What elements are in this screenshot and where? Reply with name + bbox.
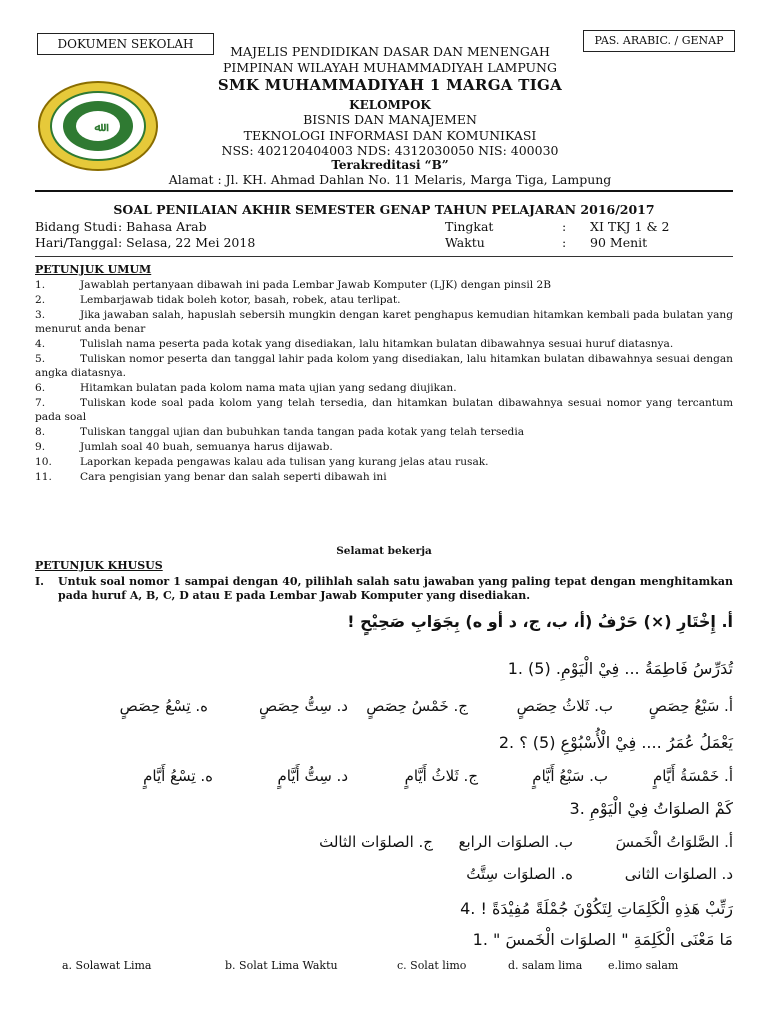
time-value: : 90 Menit bbox=[562, 235, 648, 250]
list-item: 11. Cara pengisian yang benar dan salah seperti dibawah ini bbox=[35, 471, 387, 483]
time-label: Waktu bbox=[445, 235, 485, 250]
header-divider bbox=[35, 190, 733, 192]
q3-option-a: أ. الصَّلوَاتُ الْخَمسَ bbox=[615, 833, 733, 851]
list-item: 9. Jumlah soal 40 buah, semuanya harus dijawab. bbox=[35, 441, 333, 453]
question-3: كَمْ الصلوَاتُ فِيْ الْيَوْمِ .3 bbox=[569, 799, 733, 818]
date-value: : Selasa, 22 Mei 2018 bbox=[118, 235, 256, 250]
info-divider bbox=[35, 256, 733, 257]
latin-option-a: a. Solawat Lima bbox=[62, 959, 152, 972]
question-2: يَعْمَلُ عُمَرُ .... فِيْ الْأُسْبُوْعِ (5) ؟ .2 bbox=[498, 733, 733, 752]
special-roman: I. bbox=[35, 575, 44, 588]
question-4-sub-1: مَا مَعْنَى الْكَلِمَةِ " الصلوَات الْخَمسَ " .1 bbox=[472, 930, 733, 949]
school-ids: NSS: 402120404003 NDS: 4312030050 NIS: 400030 bbox=[221, 143, 559, 158]
school-name: SMK MUHAMMADIYAH 1 MARGA TIGA bbox=[217, 76, 563, 94]
svg-text:ﷲ: ﷲ bbox=[94, 120, 102, 134]
accreditation: Terakreditasi “B” bbox=[331, 158, 449, 172]
list-item: 1. Jawablah pertanyaan dibawah ini pada Lembar Jawab Komputer (LJK) dengan pinsil 2B bbox=[35, 279, 551, 291]
q1-option-a: أ. سَبْعُ حِصَصٍ bbox=[648, 697, 733, 715]
q2-option-e: ه. تِسْعُ أَيَّامٍ bbox=[143, 767, 213, 785]
reference-label-box bbox=[583, 30, 735, 52]
list-item: 5. Tuliskan nomor peserta dan tanggal lahir pada kolom yang disediakan, lalu hitamkan bulatan dibawahnya sesuai dengan angka diatasnya. bbox=[35, 353, 733, 379]
q2-option-d: د. سِتُّ أَيَّامٍ bbox=[277, 767, 348, 785]
org-line-1: MAJELIS PENDIDIKAN DASAR DAN MENENGAH bbox=[230, 44, 550, 59]
group-name: BISNIS DAN MANAJEMEN bbox=[303, 112, 477, 127]
q1-option-d: د. سِتُّ حِصَصٍ bbox=[259, 697, 348, 715]
latin-option-c: c. Solat limo bbox=[397, 959, 467, 972]
org-line-2: PIMPINAN WILAYAH MUHAMMADIYAH LAMPUNG bbox=[223, 60, 557, 75]
program-name: TEKNOLOGI INFORMASI DAN KOMUNIKASI bbox=[243, 128, 537, 143]
question-1: تُدَرِّسُ فَاطِمَةُ ... فِيْ الْيَوْمِ. (5) .1 bbox=[507, 659, 733, 678]
q1-option-b: ب. ثَلاثُ حِصَصٍ bbox=[516, 697, 613, 715]
general-instructions-list bbox=[35, 278, 733, 484]
q3-option-e: ه. الصلوَات سِتَّتُ bbox=[466, 865, 573, 883]
latin-option-e: e.limo salam bbox=[608, 959, 679, 972]
grade-value: : XI TKJ 1 & 2 bbox=[562, 219, 670, 234]
list-item: 10. Laporkan kepada pengawas kalau ada tulisan yang kurang jelas atau rusak. bbox=[35, 456, 489, 468]
question-4: رَتِّبْ هَذِهِ الْكَلِمَاتِ لِتَكُوْنَ جُمْلَةً مُفِيْدَةً ! .4 bbox=[460, 899, 733, 918]
document-label-box bbox=[37, 33, 214, 55]
general-instructions-title: PETUNJUK UMUM bbox=[35, 263, 152, 276]
list-item: 4. Tulislah nama peserta pada kotak yang disediakan, lalu hitamkan bulatan dibawahnya sesuai huruf diatasnya. bbox=[35, 338, 674, 350]
subject-value: : Bahasa Arab bbox=[118, 219, 207, 234]
list-item: 2. Lembarjawab tidak boleh kotor, basah, robek, atau terlipat. bbox=[35, 294, 401, 306]
special-instruction-text: Untuk soal nomor 1 sampai dengan 40, pilihlah salah satu jawaban yang paling tepat dengan menghitamkan pada huruf A, B, C, D atau E pada Lembar Jawab Komputer yang disediakan. bbox=[58, 575, 733, 602]
list-item: 3. Jika jawaban salah, hapuslah sebersih mungkin dengan karet penghapus kemudian hitamkan kembali pada bulatan yang menurut anda benar bbox=[35, 309, 733, 335]
date-label: Hari/Tanggal bbox=[35, 235, 118, 250]
q3-option-d: د. الصلوَات الثانى bbox=[624, 865, 733, 883]
list-item: 7. Tuliskan kode soal pada kolom yang telah tersedia, dan hitamkan bulatan dibawahnya sesuai nomor yang tercantum pada soal bbox=[35, 397, 733, 423]
list-item: 8. Tuliskan tanggal ujian dan bubuhkan tanda tangan pada kotak yang telah tersedia bbox=[35, 426, 525, 438]
latin-option-d: d. salam lima bbox=[508, 959, 583, 972]
document-label: DOKUMEN SEKOLAH bbox=[57, 37, 194, 51]
special-instructions-title: PETUNJUK KHUSUS bbox=[35, 559, 163, 572]
q3-option-b: ب. الصلوَات الرابع bbox=[458, 833, 573, 851]
grade-label: Tingkat bbox=[445, 219, 494, 234]
q2-option-c: ج. ثَلاثُ أَيَّامٍ bbox=[404, 767, 478, 785]
reference-label: PAS. ARABIC. / GENAP bbox=[594, 34, 724, 47]
closing-text: Selamat bekerja bbox=[336, 545, 432, 557]
group-label: KELOMPOK bbox=[349, 98, 431, 112]
subject-label: Bidang Studi bbox=[35, 219, 118, 234]
exam-title: SOAL PENILAIAN AKHIR SEMESTER GENAP TAHUN PELAJARAN 2016/2017 bbox=[113, 202, 655, 217]
q3-option-c: ج. الصلوَات الثالث bbox=[319, 833, 433, 851]
q1-option-e: ه. تِسْعُ حِصَصٍ bbox=[119, 697, 208, 715]
q2-option-b: ب. سَبْعُ أَيَّامٍ bbox=[532, 767, 608, 785]
q2-option-a: أ. خَمْسَةُ أَيَّامٍ bbox=[652, 767, 733, 785]
list-item: 6. Hitamkan bulatan pada kolom nama mata ujian yang sedang diujikan. bbox=[35, 382, 457, 394]
q1-option-c: ج. خَمْسُ حِصَصٍ bbox=[366, 697, 468, 715]
school-logo bbox=[37, 80, 159, 172]
latin-option-b: b. Solat Lima Waktu bbox=[225, 959, 338, 972]
school-address: Alamat : Jl. KH. Ahmad Dahlan No. 11 Melaris, Marga Tiga, Lampung bbox=[168, 172, 612, 187]
school-logo-icon bbox=[37, 80, 159, 172]
arabic-instruction: أ. إِخْتَارِ (×) حَرْفُ (أ، ب، ج، د أو ه) بِجَوَابِ صَحِيْحٍ ! bbox=[347, 612, 733, 631]
